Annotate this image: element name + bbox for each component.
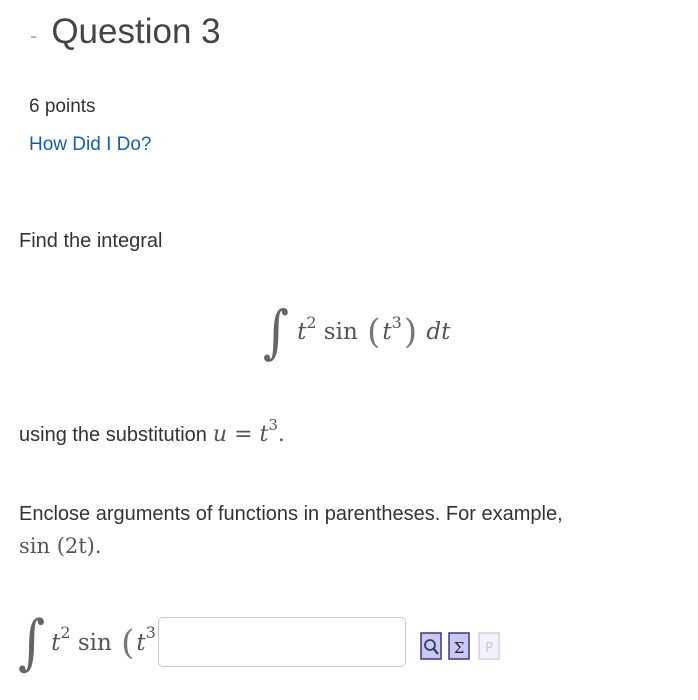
how-did-i-do-link[interactable]: How Did I Do? — [29, 134, 152, 155]
example-expression: sin (2t). — [19, 534, 102, 558]
integral-sign: ∫ — [263, 298, 290, 366]
integrand: t 2 sin ( t 3 ) dt — [297, 312, 451, 352]
svg-text:Σ: Σ — [453, 639, 465, 657]
prompt-text: Find the integral — [19, 230, 163, 252]
substitution-math: $u = t^3$. — [212, 416, 285, 447]
question-header — [30, 12, 221, 52]
help-icon[interactable] — [478, 629, 500, 661]
equation-editor-icon[interactable] — [448, 629, 470, 661]
question-title: Question 3 — [51, 12, 221, 51]
points-label: 6 points — [29, 96, 96, 117]
collapse-toggle[interactable]: - — [30, 23, 38, 48]
answer-integral-sign: ∫ — [18, 608, 46, 678]
answer-input[interactable] — [158, 617, 406, 667]
svg-text:P: P — [485, 641, 493, 656]
integral-equation — [263, 292, 450, 372]
answer-expression: t 2 sin ( t 3 — [51, 622, 156, 663]
substitution-line — [19, 416, 285, 447]
substitution-text: using the substitution — [19, 424, 207, 446]
preview-icon[interactable] — [420, 629, 442, 661]
instruction-text: Enclose arguments of functions in parentheses. For example, — [19, 503, 563, 525]
answer-prefix — [18, 608, 156, 678]
